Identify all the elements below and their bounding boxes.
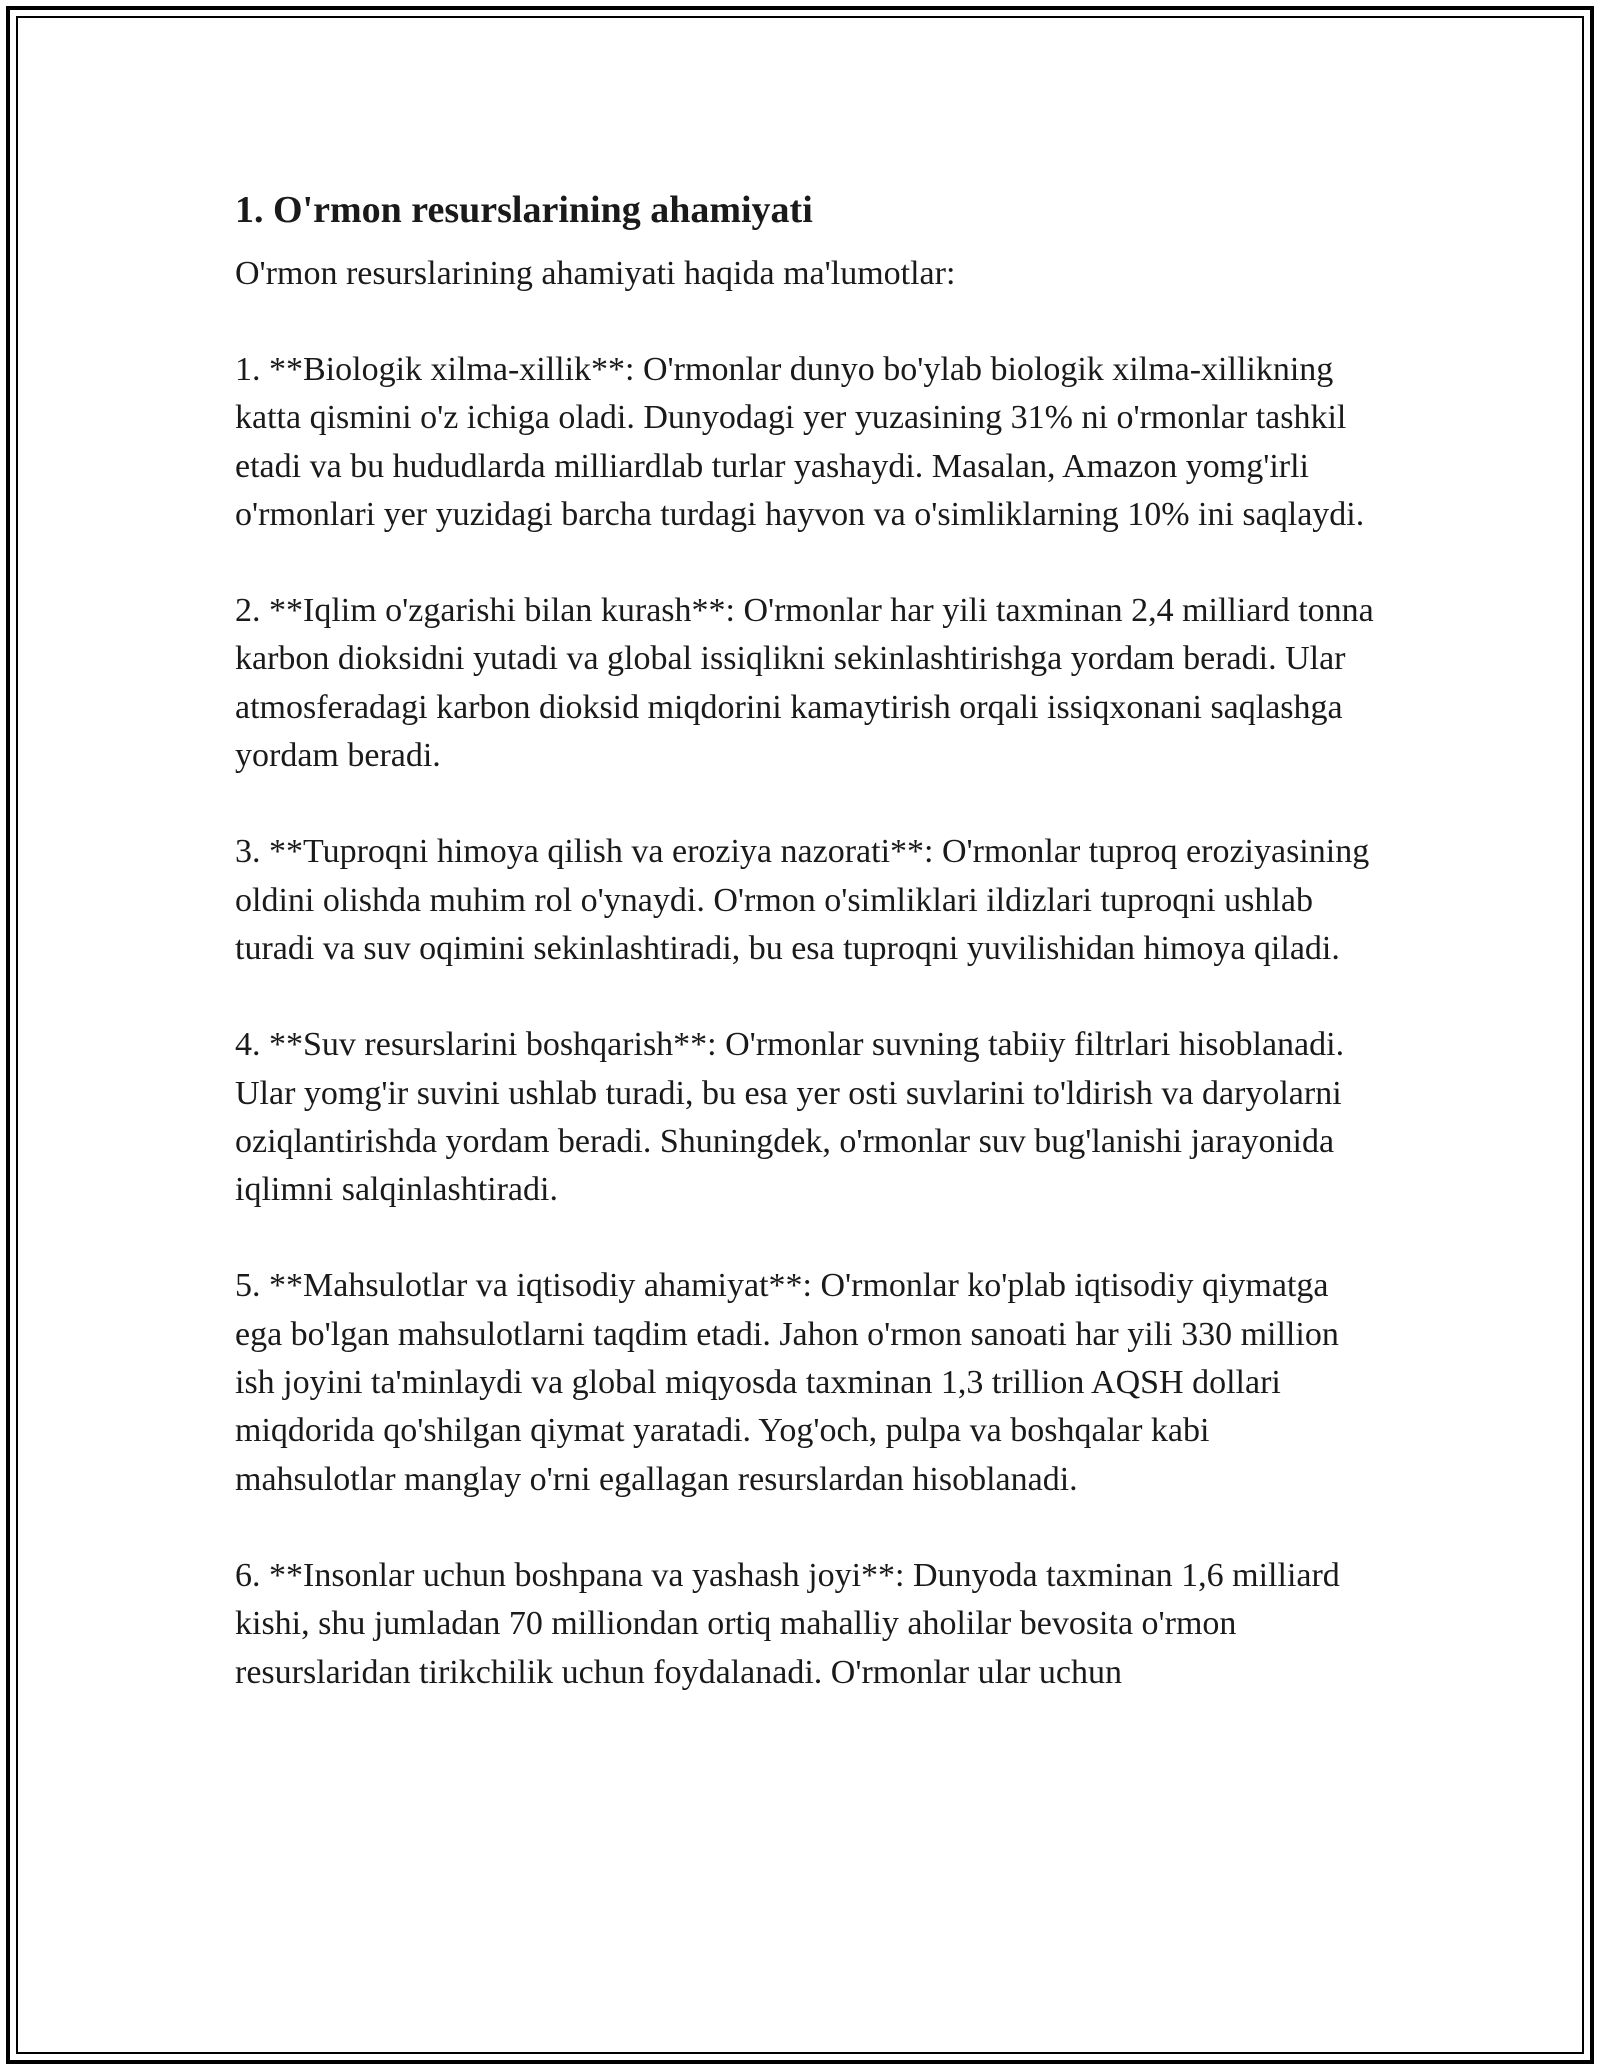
- document-title: 1. O'rmon resurslarining ahamiyati: [235, 189, 813, 231]
- list-item-biologik-xilma-xillik: 1. **Biologik xilma-xillik**: O'rmonlar dunyo bo'ylab biologik xilma-xillikning katta qismini o'z ichiga oladi. Dunyodagi yer yuzasining 31% ni o'rmonlar tashkil etadi va bu hududlarda milliardlab turlar yashaydi. Masalan, Amazon yomg'irli o'rmonlari yer yuzidagi barcha turdagi hayvon va o'simliklarning 10% ini saqlaydi.: [235, 351, 1365, 533]
- list-item-mahsulotlar-iqtisodiy: 5. **Mahsulotlar va iqtisodiy ahamiyat**: O'rmonlar ko'plab iqtisodiy qiymatga ega bo'lgan mahsulotlarni taqdim etadi. Jahon o'rmon sanoati har yili 330 million ish joyini ta'minlaydi va global miqyosda taxminan 1,3 trillion AQSH dollari miqdorida qo'shilgan qiymat yaratadi. Yog'och, pulpa va boshqalar kabi mahsulotlar manglay o'rni egallagan resurslardan hisoblanadi.: [235, 1267, 1339, 1498]
- list-item-tuproqni-himoya: 3. **Tuproqni himoya qilish va eroziya nazorati**: O'rmonlar tuproq eroziyasining oldini olishda muhim rol o'ynaydi. O'rmon o'simliklari ildizlari tuproqni ushlab turadi va suv oqimini sekinlashtiradi, bu esa tuproqni yuvilishidan himoya qiladi.: [235, 833, 1370, 967]
- list-item-suv-resurslari: 4. **Suv resurslarini boshqarish**: O'rmonlar suvning tabiiy filtrlari hisoblanadi. Ular yomg'ir suvini ushlab turadi, bu esa yer osti suvlarini to'ldirish va daryolarni oziqlantirishda yordam beradi. Shuningdek, o'rmonlar suv bug'lanishi jarayonida iqlimni salqinlashtiradi.: [235, 1026, 1345, 1209]
- list-item-iqlim-ozgarishi: 2. **Iqlim o'zgarishi bilan kurash**: O'rmonlar har yili taxminan 2,4 milliard tonna karbon dioksidni yutadi va global issiqlikni sekinlashtirishga yordam beradi. Ular atmosferadagi karbon dioksid miqdorini kamaytirish orqali issiqxonani saqlashga yordam beradi.: [235, 592, 1374, 775]
- intro-paragraph: O'rmon resurslarining ahamiyati haqida ma'lumotlar:: [235, 255, 956, 292]
- document-body: [235, 184, 1375, 1697]
- list-item-insonlar-boshpana: 6. **Insonlar uchun boshpana va yashash joyi**: Dunyoda taxminan 1,6 milliard kishi, shu jumladan 70 milliondan ortiq mahalliy aholilar bevosita o'rmon resurslaridan tirikchilik uchun foydalanadi. O'rmonlar ular uchun: [235, 1556, 1340, 1691]
